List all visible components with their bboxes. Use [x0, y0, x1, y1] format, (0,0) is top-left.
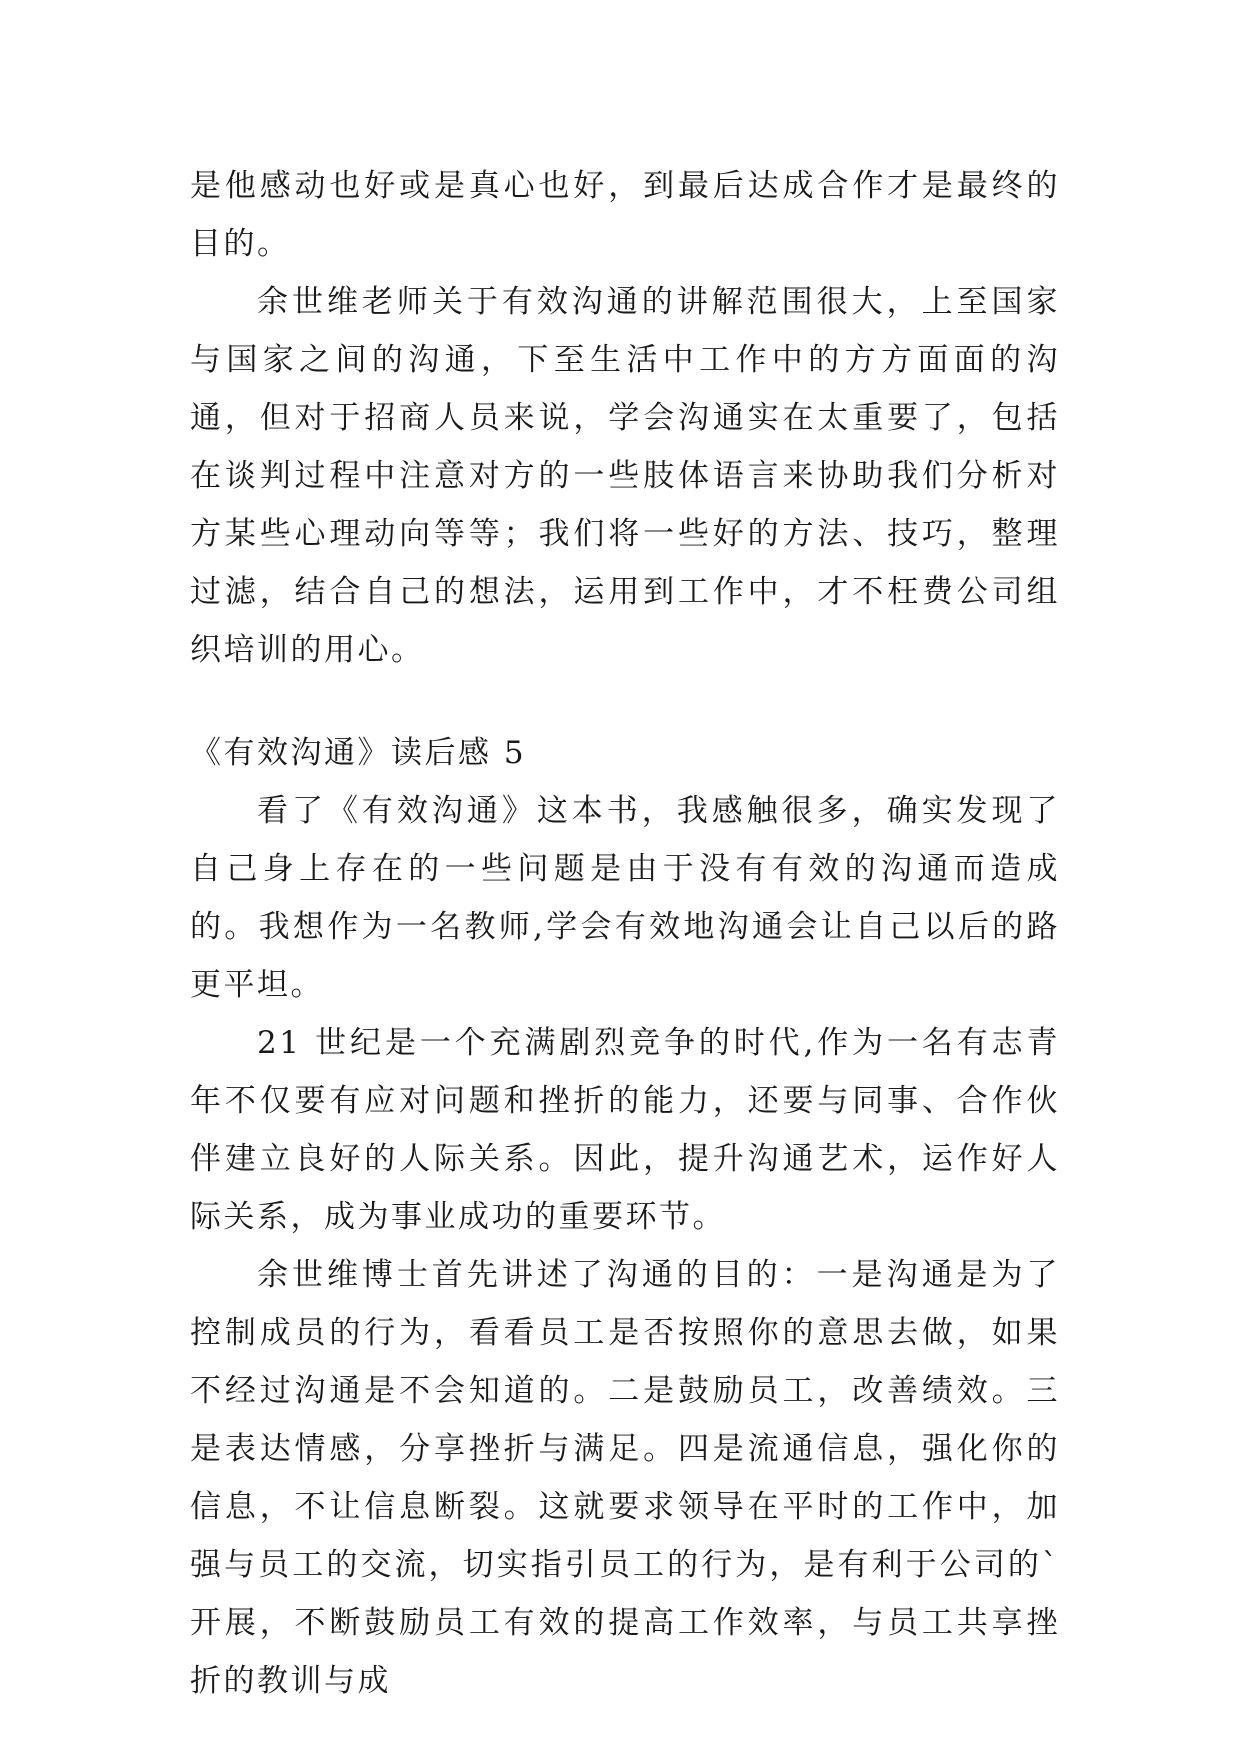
- paragraph-21st-century: 21 世纪是一个充满剧烈竞争的时代,作为一名有志青年不仅要有应对问题和挫折的能力，还要与同事、合作伙伴建立良好的人际关系。因此，提升沟通艺术，运作好人际关系，成为事业成功的重要环节。: [190, 1025, 1060, 1235]
- document-body: [190, 157, 1060, 1710]
- section-spacer: [190, 679, 1060, 724]
- paragraph-continuation: 是他感动也好或是真心也好，到最后达成合作才是最终的目的。: [190, 168, 1060, 262]
- paragraph-book-reflection: 看了《有效沟通》这本书，我感触很多，确实发现了自己身上存在的一些问题是由于没有有效的沟通而造成的。我想作为一名教师,学会有效地沟通会让自己以后的路更平坦。: [190, 793, 1060, 1003]
- section-heading: 《有效沟通》读后感 5: [190, 735, 527, 771]
- paragraph-effective-communication-scope: 余世维老师关于有效沟通的讲解范围很大，上至国家与国家之间的沟通，下至生活中工作中的方方面面的沟通，但对于招商人员来说，学会沟通实在太重要了，包括在谈判过程中注意对方的一些肢体语言来协助我们分析对方某些心理动向等等；我们将一些好的方法、技巧，整理过滤，结合自己的想法，运用到工作中，才不枉费公司组织培训的用心。: [190, 284, 1060, 668]
- paragraph-communication-purpose: 余世维博士首先讲述了沟通的目的：一是沟通是为了控制成员的行为，看看员工是否按照你的意思去做，如果不经过沟通是不会知道的。二是鼓励员工，改善绩效。三是表达情感，分享挫折与满足。四是流通信息，强化你的信息，不让信息断裂。这就要求领导在平时的工作中，加强与员工的交流，切实指引员工的行为，是有利于公司的`开展，不断鼓励员工有效的提高工作效率，与员工共享挫折的教训与成: [190, 1257, 1060, 1699]
